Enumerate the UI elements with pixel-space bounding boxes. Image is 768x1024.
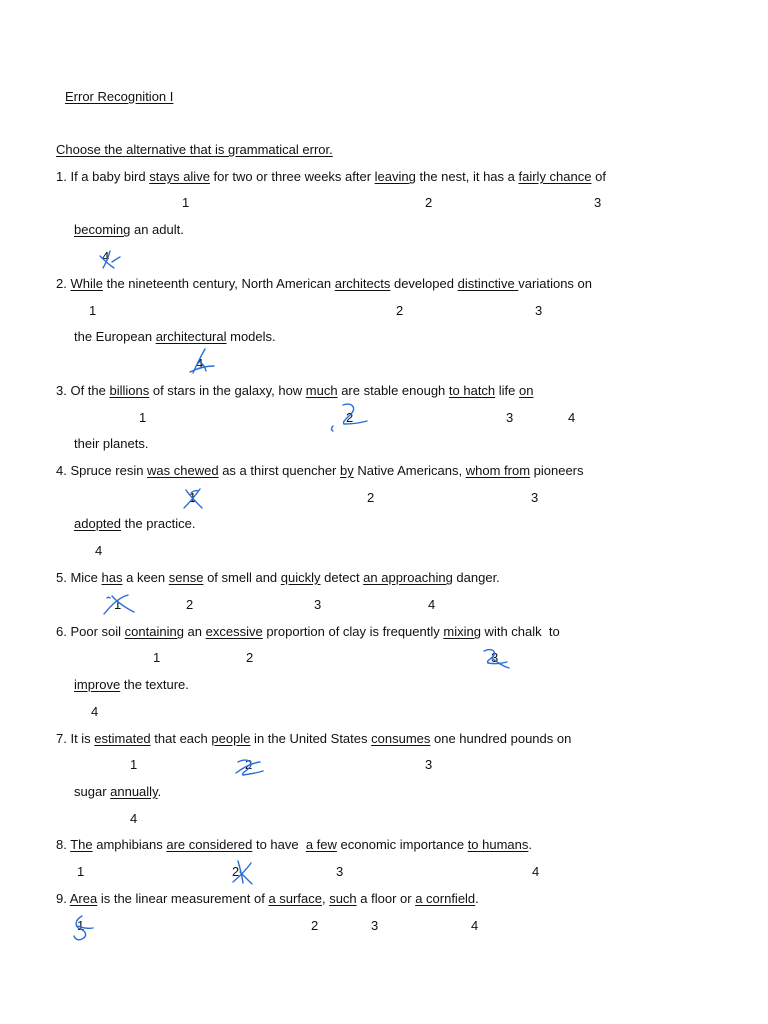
question-8-line-1: 8. The amphibians are considered to have a few economic importance to humans. bbox=[56, 837, 533, 852]
q5-option-number: 2 bbox=[186, 597, 194, 612]
q4-option-number: 1 bbox=[189, 490, 197, 505]
question-5-line-1: 5. Mice has a keen sense of smell and quickly detect an approaching danger. bbox=[56, 570, 500, 585]
q7-option-number: 4 bbox=[130, 811, 138, 826]
question-1-line-2: becoming an adult. bbox=[74, 222, 184, 237]
q2-option-number: 4 bbox=[196, 356, 204, 371]
q8-option-number: 1 bbox=[77, 864, 85, 879]
q4-option-number: 2 bbox=[367, 490, 375, 505]
q2-option-number: 1 bbox=[89, 303, 97, 318]
question-7-line-2: sugar annually. bbox=[74, 784, 162, 799]
instruction: Choose the alternative that is grammatical error. bbox=[56, 142, 333, 157]
q3-option-number: 3 bbox=[506, 410, 514, 425]
q8-option-number: 4 bbox=[532, 864, 540, 879]
question-6-line-2: improve the texture. bbox=[74, 677, 189, 692]
q2-option-number: 3 bbox=[535, 303, 543, 318]
question-1-line-1: 1. If a baby bird stays alive for two or three weeks after leaving the nest, it has a fairly chance of bbox=[56, 169, 606, 184]
question-4-line-2: adopted the practice. bbox=[74, 516, 196, 531]
question-3-line-1: 3. Of the billions of stars in the galaxy, how much are stable enough to hatch life on bbox=[56, 383, 534, 398]
q3-option-number: 1 bbox=[139, 410, 147, 425]
q5-option-number: 1 bbox=[114, 597, 122, 612]
question-7-line-1: 7. It is estimated that each people in the United States consumes one hundred pounds on bbox=[56, 731, 572, 746]
q3-option-number: 2 bbox=[346, 410, 354, 425]
q5-option-number: 3 bbox=[314, 597, 322, 612]
q4-option-number: 4 bbox=[95, 543, 103, 558]
q9-option-number: 3 bbox=[371, 918, 379, 933]
q1-option-number: 2 bbox=[425, 195, 433, 210]
question-4-line-1: 4. Spruce resin was chewed as a thirst quencher by Native Americans, whom from pioneers bbox=[56, 463, 584, 478]
question-2-line-2: the European architectural models. bbox=[74, 329, 276, 344]
q3-option-number: 4 bbox=[568, 410, 576, 425]
q9-option-number: 4 bbox=[471, 918, 479, 933]
q8-option-number: 2 bbox=[232, 864, 240, 879]
q5-option-number: 4 bbox=[428, 597, 436, 612]
question-3-line-2: their planets. bbox=[74, 436, 149, 451]
q6-option-number: 1 bbox=[153, 650, 161, 665]
q1-option-number: 3 bbox=[594, 195, 602, 210]
q9-option-number: 1 bbox=[77, 918, 85, 933]
q7-option-number: 3 bbox=[425, 757, 433, 772]
question-9-line-1: 9. Area is the linear measurement of a surface, such a floor or a cornfield. bbox=[56, 891, 479, 906]
question-6-line-1: 6. Poor soil containing an excessive proportion of clay is frequently mixing with chalk to bbox=[56, 624, 560, 639]
q1-option-number: 1 bbox=[182, 195, 190, 210]
q1-option-number: 4 bbox=[102, 249, 110, 264]
q8-option-number: 3 bbox=[336, 864, 344, 879]
q6-option-number: 3 bbox=[491, 650, 499, 665]
q7-option-number: 1 bbox=[130, 757, 138, 772]
q7-option-number: 2 bbox=[245, 757, 253, 772]
q2-option-number: 2 bbox=[396, 303, 404, 318]
q9-option-number: 2 bbox=[311, 918, 319, 933]
question-2-line-1: 2. While the nineteenth century, North American architects developed distinctive variations on bbox=[56, 276, 593, 291]
q6-option-number: 4 bbox=[91, 704, 99, 719]
q6-option-number: 2 bbox=[246, 650, 254, 665]
page-title: Error Recognition I bbox=[65, 89, 174, 104]
q4-option-number: 3 bbox=[531, 490, 539, 505]
